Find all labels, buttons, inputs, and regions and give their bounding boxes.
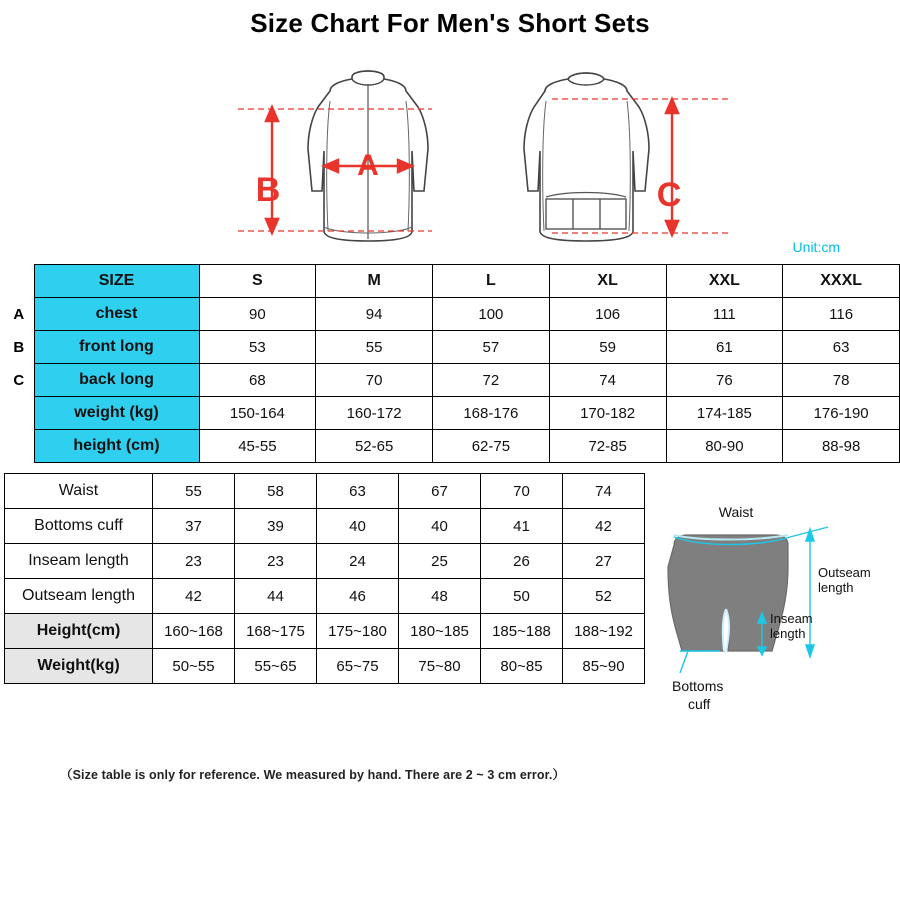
page-title: Size Chart For Men's Short Sets — [250, 8, 650, 38]
table-row — [5, 649, 645, 684]
cell-weight-xxl: 174-185 — [666, 397, 783, 430]
cell-height-l: 62-75 — [433, 430, 550, 463]
cell-outseam-2: 44 — [235, 579, 317, 614]
measure-a-label: A — [357, 149, 379, 182]
back-vest-outline — [524, 73, 649, 241]
header-xxl: XXL — [666, 265, 783, 298]
cell-heightcm-2: 168~175 — [235, 614, 317, 649]
cell-chest-m: 94 — [316, 298, 433, 331]
cell-weight-m: 160-172 — [316, 397, 433, 430]
table-row-header — [4, 265, 900, 298]
cell-weightkg-3: 65~75 — [317, 649, 399, 684]
cell-weightkg-1: 50~55 — [153, 649, 235, 684]
cell-frontlong-s: 53 — [199, 331, 316, 364]
cell-inseam-4: 25 — [399, 544, 481, 579]
cell-heightcm-5: 185~188 — [481, 614, 563, 649]
measure-b-label: B — [255, 171, 281, 209]
vest-diagram-svg — [0, 41, 900, 246]
cell-weight-xl: 170-182 — [549, 397, 666, 430]
tops-size-table-wrap — [0, 264, 900, 463]
cell-frontlong-l: 57 — [433, 331, 550, 364]
row-key-c: C — [4, 364, 34, 397]
cell-cuff-2: 39 — [235, 509, 317, 544]
cell-waist-1: 55 — [153, 474, 235, 509]
tops-size-table — [4, 264, 900, 463]
cell-height-m: 52-65 — [316, 430, 433, 463]
cell-weight-xxxl: 176-190 — [783, 397, 900, 430]
table-row — [5, 544, 645, 579]
row-key-blank-2 — [4, 430, 34, 463]
shorts-diagram — [650, 501, 900, 736]
row-label-outseam: Outseam length — [5, 579, 153, 614]
table-row — [4, 364, 900, 397]
table-row — [4, 397, 900, 430]
table-row — [5, 474, 645, 509]
row-label-inseam: Inseam length — [5, 544, 153, 579]
cell-outseam-1: 42 — [153, 579, 235, 614]
footnote: （Size table is only for reference. We measured by hand. There are 2 ~ 3 cm error.） — [60, 768, 566, 782]
header-m: M — [316, 265, 433, 298]
cell-inseam-5: 26 — [481, 544, 563, 579]
cell-height-xxxl: 88-98 — [783, 430, 900, 463]
inseam-label-line2: length — [770, 626, 806, 641]
inseam-label-line1: Inseam — [770, 611, 813, 626]
cell-waist-2: 58 — [235, 474, 317, 509]
row-label-waist: Waist — [5, 474, 153, 509]
cell-height-s: 45-55 — [199, 430, 316, 463]
cell-chest-xxl: 111 — [666, 298, 783, 331]
bottoms-cuff-measure-line — [680, 651, 720, 673]
cell-weightkg-4: 75~80 — [399, 649, 481, 684]
cell-outseam-5: 50 — [481, 579, 563, 614]
cell-backlong-l: 72 — [433, 364, 550, 397]
outseam-label-line1: Outseam — [818, 565, 871, 580]
table-row — [5, 509, 645, 544]
cell-chest-s: 90 — [199, 298, 316, 331]
row-label-height-cm: Height(cm) — [5, 614, 153, 649]
shorts-section — [0, 473, 900, 782]
outseam-label-line2: length — [818, 580, 854, 595]
cell-inseam-1: 23 — [153, 544, 235, 579]
row-key-blank — [4, 397, 34, 430]
cell-weight-l: 168-176 — [433, 397, 550, 430]
cell-outseam-3: 46 — [317, 579, 399, 614]
measure-b-arrow — [266, 107, 278, 233]
header-l: L — [433, 265, 550, 298]
cell-backlong-s: 68 — [199, 364, 316, 397]
bottoms-cuff-label-line2: cuff — [688, 696, 711, 712]
row-label-back-long: back long — [34, 364, 199, 397]
measure-c-label: C — [656, 176, 682, 214]
table-row — [4, 331, 900, 364]
cell-inseam-2: 23 — [235, 544, 317, 579]
row-label-bottoms-cuff: Bottoms cuff — [5, 509, 153, 544]
cell-backlong-xl: 74 — [549, 364, 666, 397]
row-label-chest: chest — [34, 298, 199, 331]
header-s: S — [199, 265, 316, 298]
table-row — [5, 579, 645, 614]
cell-frontlong-m: 55 — [316, 331, 433, 364]
cell-chest-xxxl: 116 — [783, 298, 900, 331]
unit-label: Unit:cm — [792, 239, 840, 255]
row-key-cell — [4, 265, 34, 298]
cell-cuff-1: 37 — [153, 509, 235, 544]
cell-backlong-m: 70 — [316, 364, 433, 397]
cell-weightkg-5: 80~85 — [481, 649, 563, 684]
cell-cuff-5: 41 — [481, 509, 563, 544]
bottoms-cuff-label-line1: Bottoms — [672, 678, 724, 694]
cell-weight-s: 150-164 — [199, 397, 316, 430]
shorts-size-table — [4, 473, 645, 684]
header-size: SIZE — [34, 265, 199, 298]
table-row — [4, 430, 900, 463]
row-label-front-long: front long — [34, 331, 199, 364]
cell-heightcm-1: 160~168 — [153, 614, 235, 649]
cell-frontlong-xl: 59 — [549, 331, 666, 364]
row-key-a: A — [4, 298, 34, 331]
cell-cuff-3: 40 — [317, 509, 399, 544]
row-label-height: height (cm) — [34, 430, 199, 463]
cell-height-xl: 72-85 — [549, 430, 666, 463]
row-label-weight-kg: Weight(kg) — [5, 649, 153, 684]
cell-outseam-6: 52 — [563, 579, 645, 614]
cell-cuff-4: 40 — [399, 509, 481, 544]
measure-c-arrow — [666, 99, 678, 235]
outseam-measure-line — [806, 529, 814, 657]
header-xl: XL — [549, 265, 666, 298]
row-key-b: B — [4, 331, 34, 364]
cell-inseam-6: 27 — [563, 544, 645, 579]
cell-waist-5: 70 — [481, 474, 563, 509]
cell-height-xxl: 80-90 — [666, 430, 783, 463]
cell-backlong-xxl: 76 — [666, 364, 783, 397]
cell-inseam-3: 24 — [317, 544, 399, 579]
cell-weightkg-2: 55~65 — [235, 649, 317, 684]
table-row — [5, 614, 645, 649]
cell-frontlong-xxxl: 63 — [783, 331, 900, 364]
cell-chest-l: 100 — [433, 298, 550, 331]
cell-chest-xl: 106 — [549, 298, 666, 331]
header-xxxl: XXXL — [783, 265, 900, 298]
cell-cuff-6: 42 — [563, 509, 645, 544]
cell-frontlong-xxl: 61 — [666, 331, 783, 364]
cell-waist-6: 74 — [563, 474, 645, 509]
cell-heightcm-4: 180~185 — [399, 614, 481, 649]
cell-outseam-4: 48 — [399, 579, 481, 614]
cell-weightkg-6: 85~90 — [563, 649, 645, 684]
waist-label: Waist — [718, 504, 754, 520]
cell-waist-3: 63 — [317, 474, 399, 509]
cell-heightcm-3: 175~180 — [317, 614, 399, 649]
cell-backlong-xxxl: 78 — [783, 364, 900, 397]
garment-diagrams — [0, 41, 900, 255]
cell-waist-4: 67 — [399, 474, 481, 509]
table-row — [4, 298, 900, 331]
shorts-diagram-svg — [650, 501, 900, 736]
cell-heightcm-6: 188~192 — [563, 614, 645, 649]
row-label-weight: weight (kg) — [34, 397, 199, 430]
